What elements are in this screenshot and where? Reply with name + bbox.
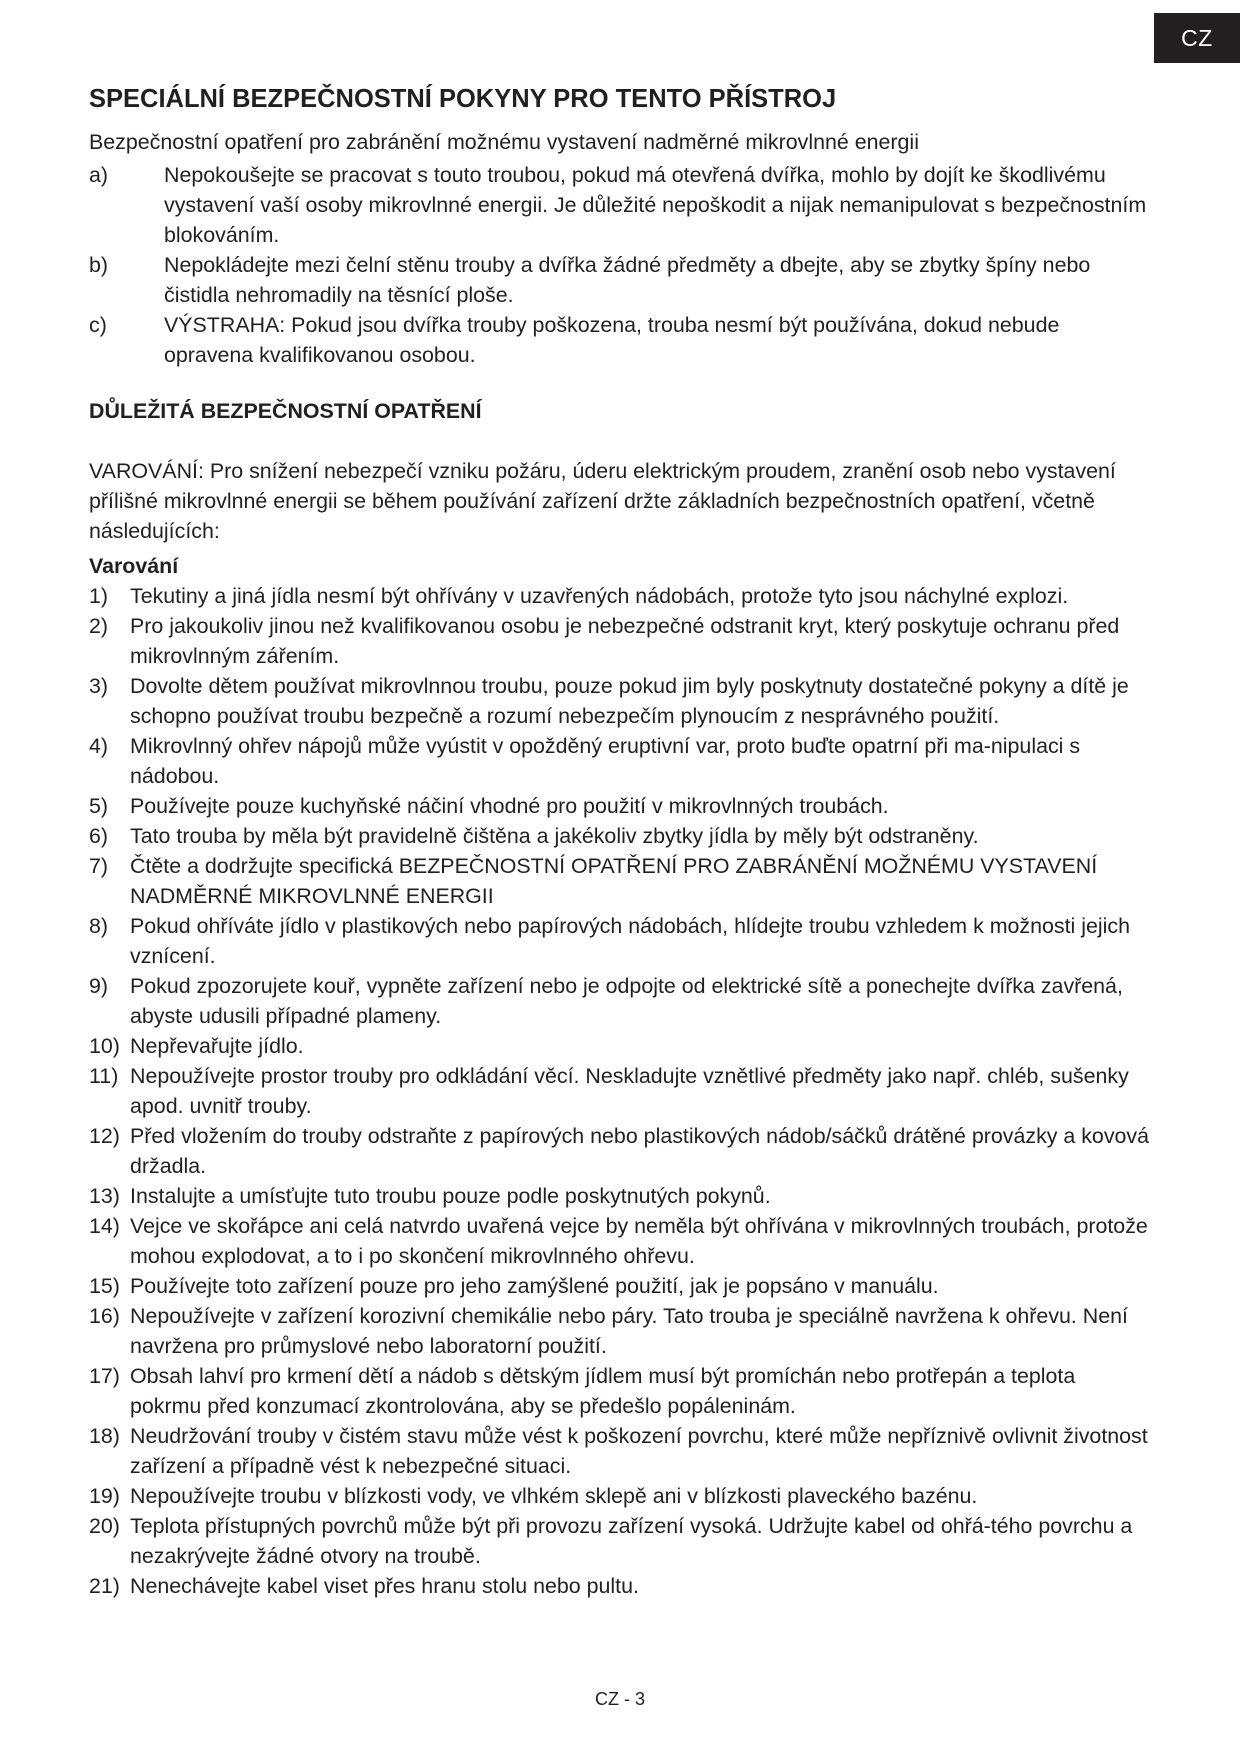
list-marker: 17)	[89, 1364, 120, 1388]
list-item-text: Instalujte a umísťujte tuto troubu pouze podle poskytnutých pokynů.	[130, 1184, 771, 1208]
list-marker: 9)	[89, 974, 109, 998]
list-item-text: Tekutiny a jiná jídla nesmí být ohřívány v uzavřených nádobách, protože tyto jsou náchylné explozi.	[130, 584, 1069, 608]
list-marker: 6)	[89, 824, 109, 848]
list-item-text: Vejce ve skořápce ani celá natvrdo uvařená vejce by neměla být ohřívána v mikrovlnných troubách, protože mohou explodovat, a to i po skončení mikrovlnného ohřevu.	[130, 1214, 1148, 1268]
list-marker: 10)	[89, 1034, 120, 1058]
list-marker: 19)	[89, 1484, 120, 1508]
list-item-text: Nepoužívejte prostor trouby pro odkládání věcí. Neskladujte vznětlivé předměty jako např. chléb, sušenky apod. uvnitř trouby.	[130, 1064, 1129, 1118]
warning-paragraph: VAROVÁNÍ: Pro snížení nebezpečí vzniku požáru, úderu elektrickým proudem, zranění osob nebo vystavení přílišné mikrovlnné energii se během používání zařízení držte základních bezpečnostních opatření, včetně následujících:	[89, 459, 1116, 543]
list-item-text: Nenechávejte kabel viset přes hranu stolu nebo pultu.	[130, 1574, 639, 1598]
list-item-text: Teplota přístupných povrchů může být při provozu zařízení vysoká. Udržujte kabel od ohřá-tého povrchu a nezakrývejte žádné otvory na troubě.	[130, 1514, 1133, 1568]
list-item	[89, 821, 1149, 851]
list-item-text: Nepoužívejte troubu v blízkosti vody, ve vlhkém sklepě ani v blízkosti plaveckého bazénu.	[130, 1484, 978, 1508]
list-marker: 3)	[89, 674, 109, 698]
list-marker: 12)	[89, 1124, 120, 1148]
list-item-text: Pokud ohříváte jídlo v plastikových nebo papírových nádobách, hlídejte troubu vzhledem k možnosti jejich vznícení.	[130, 914, 1130, 968]
list-item-text: Nepřevařujte jídlo.	[130, 1034, 304, 1058]
list-item	[89, 1121, 1149, 1181]
list-item-text: Dovolte dětem používat mikrovlnnou troubu, pouze pokud jim byly poskytnuty dostatečné pokyny a dítě je schopno používat troubu bezpečně a rozumí nebezpečím plynoucím z nesprávného použití.	[130, 674, 1129, 728]
section-title: DŮLEŽITÁ BEZPEČNOSTNÍ OPATŘENÍ	[89, 399, 482, 423]
list-item-text: Používejte toto zařízení pouze pro jeho zamýšlené použití, jak je popsáno v manuálu.	[130, 1274, 939, 1298]
list-item	[89, 1061, 1149, 1121]
list-marker: 7)	[89, 854, 109, 878]
page-content	[89, 76, 1149, 1601]
warning-label: Varování	[89, 554, 179, 578]
list-marker: 14)	[89, 1214, 120, 1238]
list-item	[89, 250, 1149, 310]
list-item-text: Tato trouba by měla být pravidelně čištěna a jakékoliv zbytky jídla by měly být odstraněny.	[130, 824, 979, 848]
list-marker: 16)	[89, 1304, 120, 1328]
list-item	[89, 1571, 1149, 1601]
list-item	[89, 911, 1149, 971]
list-item	[89, 1271, 1149, 1301]
list-item	[89, 971, 1149, 1031]
list-item-text: Čtěte a dodržujte specifická BEZPEČNOSTNÍ OPATŘENÍ PRO ZABRÁNĚNÍ MOŽNÉMU VYSTAVENÍ NADMĚRNÉ MIKROVLNNÉ ENERGII	[130, 854, 1098, 908]
list-marker: b)	[89, 253, 109, 277]
list-marker: 13)	[89, 1184, 120, 1208]
list-marker: 21)	[89, 1574, 120, 1598]
list-item-text: Nepoužívejte v zařízení korozivní chemikálie nebo páry. Tato trouba je speciálně navržena k ohřevu. Není navržena pro průmyslové nebo laboratorní použití.	[130, 1304, 1128, 1358]
list-marker: 5)	[89, 794, 109, 818]
list-item	[89, 851, 1149, 911]
numbered-list	[89, 581, 1149, 1601]
list-item	[89, 1421, 1149, 1481]
intro-paragraph: Bezpečnostní opatření pro zabránění možnému vystavení nadměrné mikrovlnné energii	[89, 130, 919, 154]
list-item-text: Pro jakoukoliv jinou než kvalifikovanou osobu je nebezpečné odstranit kryt, který poskytuje ochranu před mikrovlnným zářením.	[130, 614, 1120, 668]
list-marker: 18)	[89, 1424, 120, 1448]
list-item	[89, 671, 1149, 731]
list-item-text: Mikrovlnný ohřev nápojů může vyústit v opožděný eruptivní var, proto buďte opatrní při ma-nipulaci s nádobou.	[130, 734, 1081, 788]
list-item	[89, 1031, 1149, 1061]
list-item-text: VÝSTRAHA: Pokud jsou dvířka trouby poškozena, trouba nesmí být používána, dokud nebude opravena kvalifikovanou osobou.	[164, 313, 1060, 367]
language-tab: CZ	[1154, 13, 1240, 63]
list-marker: 20)	[89, 1514, 120, 1538]
list-marker: 15)	[89, 1274, 120, 1298]
list-item-text: Nepokoušejte se pracovat s touto troubou, pokud má otevřená dvířka, mohlo by dojít ke škodlivému vystavení vaší osoby mikrovlnné energii. Je důležité nepoškodit a nijak nemanipulovat s bezpečnostním blokováním.	[164, 163, 1147, 247]
alpha-list	[89, 160, 1149, 370]
list-item-text: Obsah lahví pro krmení dětí a nádob s dětským jídlem musí být promíchán nebo protřepán a teplota pokrmu před konzumací zkontrolována, aby se předešlo popáleninám.	[130, 1364, 1076, 1418]
list-item-text: Před vložením do trouby odstraňte z papírových nebo plastikových nádob/sáčků drátěné provázky a kovová držadla.	[130, 1124, 1150, 1178]
list-marker: 4)	[89, 734, 109, 758]
list-item-text: Neudržování trouby v čistém stavu může vést k poškození povrchu, které může nepříznivě ovlivnit životnost zařízení a případně vést k nebezpečné situaci.	[130, 1424, 1148, 1478]
list-marker: 8)	[89, 914, 109, 938]
list-item	[89, 310, 1149, 370]
list-item	[89, 611, 1149, 671]
list-item	[89, 160, 1149, 250]
list-item-text: Používejte pouze kuchyňské náčiní vhodné pro použití v mikrovlnných troubách.	[130, 794, 889, 818]
list-item	[89, 1361, 1149, 1421]
list-item	[89, 1301, 1149, 1361]
list-marker: c)	[89, 313, 107, 337]
list-item	[89, 1211, 1149, 1271]
page-number: CZ - 3	[594, 1689, 645, 1709]
list-marker: 11)	[89, 1064, 119, 1088]
list-item	[89, 791, 1149, 821]
list-marker: a)	[89, 163, 109, 187]
list-marker: 1)	[89, 584, 109, 608]
list-marker: 2)	[89, 614, 109, 638]
list-item	[89, 731, 1149, 791]
list-item	[89, 1481, 1149, 1511]
list-item	[89, 1511, 1149, 1571]
list-item	[89, 1181, 1149, 1211]
list-item-text: Pokud zpozorujete kouř, vypněte zařízení nebo je odpojte od elektrické sítě a ponechejte dvířka zavřená, abyste udusili případné plameny.	[130, 974, 1123, 1028]
page-title: SPECIÁLNÍ BEZPEČNOSTNÍ POKYNY PRO TENTO PŘÍSTROJ	[89, 85, 837, 113]
list-item	[89, 581, 1149, 611]
list-item-text: Nepokládejte mezi čelní stěnu trouby a dvířka žádné předměty a dbejte, aby se zbytky špíny nebo čistidla nehromadily na těsnící ploše.	[164, 253, 1091, 307]
